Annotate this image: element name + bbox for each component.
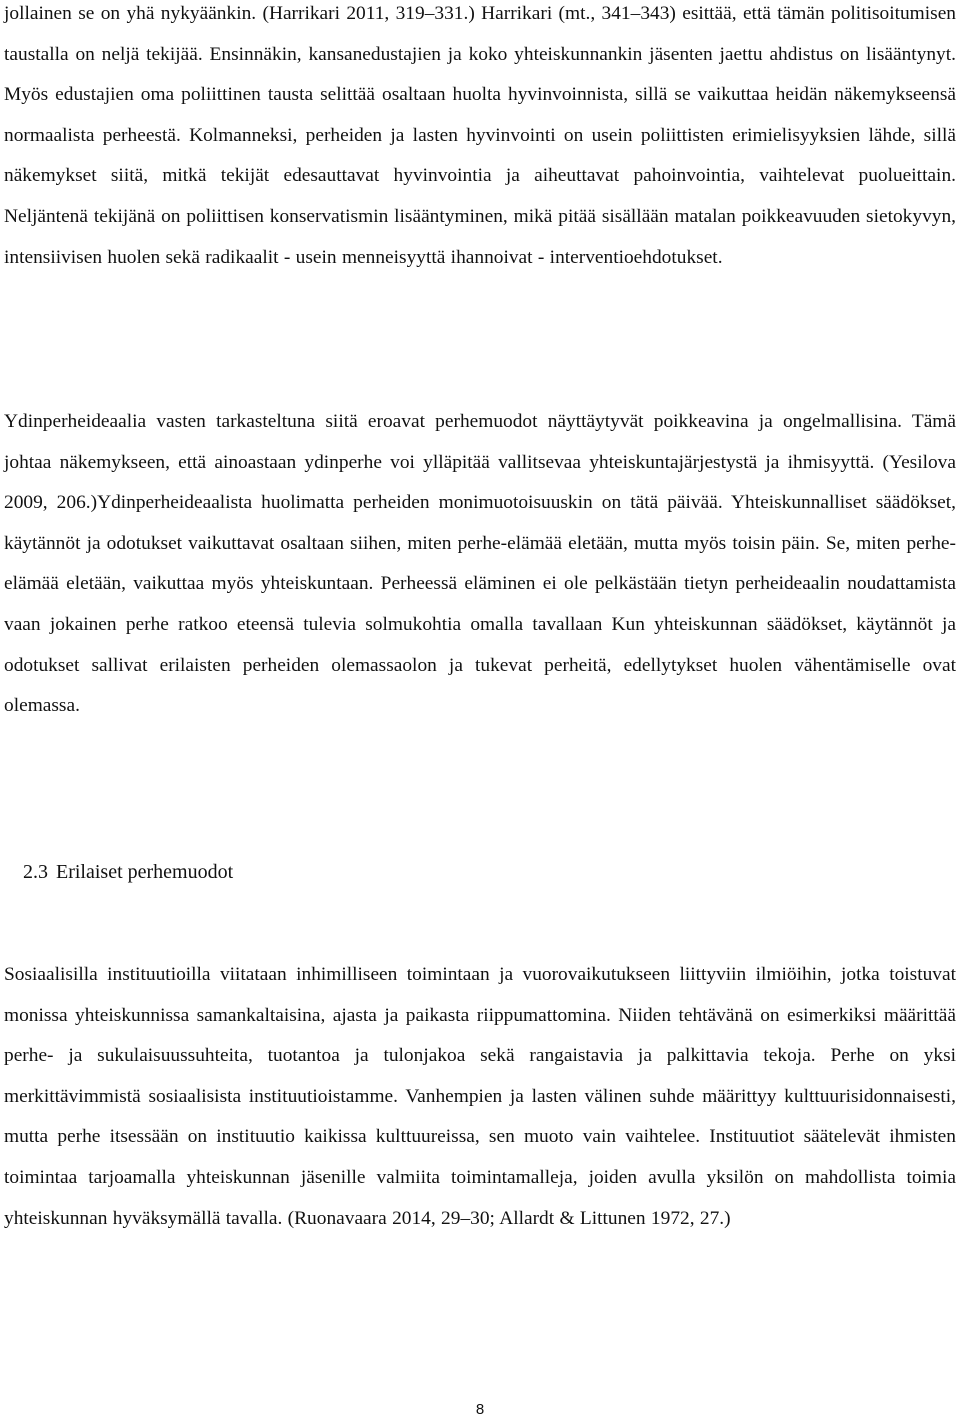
section-number: 2.3 — [23, 861, 48, 883]
body-paragraph-politicization: jollainen se on yhä nykyäänkin. (Harrikari 2011, 319–331.) Harrikari (mt., 341–343) esittää, että tämän politisoitumisen taustalla on neljä tekijää. Ensinnäkin, kansanedustajien ja koko yhteiskunnankin jäsenten jaettu ahdistus on lisääntynyt. Myös edustajien oma poliittinen tausta selittää osaltaan huolta hyvinvoinnista, sillä se vaikuttaa heidän näkemykseensä normaalista perheestä. Kolmanneksi, perheiden ja lasten hyvinvointi on usein poliittisten erimielisyyksien lähde, sillä näkemykset siitä, mitkä tekijät edesauttavat hyvinvointia ja aiheuttavat pahoinvointia, vaihtelevat puolueittain. Neljäntenä tekijänä on poliittisen konservatismin lisääntyminen, mikä pitää sisällään matalan poikkeavuuden sietokyvyn, intensiivisen huolen sekä radikaalit - usein menneisyyttä ihannoivat - interventioehdotukset. — [4, 3, 956, 268]
section-heading — [23, 856, 233, 888]
body-paragraph-nuclear-family-ideal: Ydinperheideaalia vasten tarkasteltuna siitä eroavat perhemuodot näyttäytyvät poikkeavina ja ongelmallisina. Tämä johtaa näkemykseen, että ainoastaan ydinperhe voi ylläpitää vallitsevaa yhteiskuntajärjestystä ja ihmisyyttä. (Yesilova 2009, 206.)Ydinperheideaalista huolimatta perheiden monimuotoisuuskin on tätä päivää. Yhteiskunnalliset säädökset, käytännöt ja odotukset vaikuttavat osaltaan siihen, miten perhe-elämää eletään, mutta myös toisin päin. Se, miten perhe-elämää eletään, vaikuttaa myös yhteiskuntaan. Perheessä eläminen ei ole pelkästään tietyn perheideaalin noudattamista vaan jokainen perhe ratkoo eteensä tulevia solmukohtia omalla tavallaan Kun yhteiskunnan säädökset, käytännöt ja odotukset sallivat erilaisten perheiden olemassaolon ja tukevat perheitä, edellytykset huolen vähentämiselle ovat olemassa. — [4, 411, 956, 717]
section-title: Erilaiset perhemuodot — [56, 861, 234, 883]
body-paragraph-social-institutions: Sosiaalisilla instituutioilla viitataan inhimilliseen toimintaan ja vuorovaikutukseen liittyviin ilmiöihin, jotka toistuvat monissa yhteiskunnissa samankaltaisina, ajasta ja paikasta riippumattomina. Niiden tehtävänä on esimerkiksi määrittää perhe- ja sukulaisuussuhteita, tuotantoa ja tulonjakoa sekä rangaistavia ja palkittavia tekoja. Perhe on yksi merkittävimmistä sosiaalisista instituutioistamme. Vanhempien ja lasten välinen suhde määrittyy kulttuurisidonnaisesti, mutta perhe itsessään on instituutio kaikissa kulttuureissa, sen muoto vain vaihtelee. Instituutiot säätelevät ihmisten toimintaa tarjoamalla yhteiskunnan jäsenille valmiita toimintamalleja, joiden avulla yksilön on mahdollista toimia yhteiskunnan hyväksymällä tavalla. (Ruonavaara 2014, 29–30; Allardt & Littunen 1972, 27.) — [4, 964, 956, 1229]
page-number: 8 — [475, 1401, 485, 1418]
